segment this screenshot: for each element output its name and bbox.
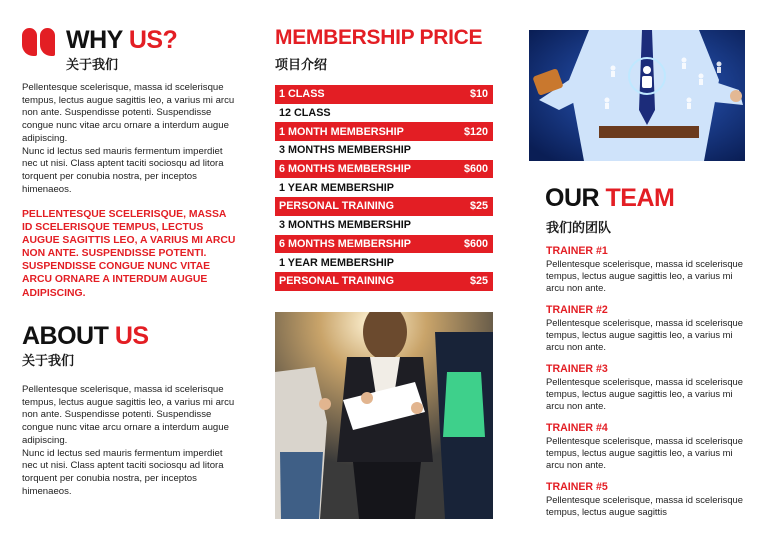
business-meeting-photo — [275, 312, 493, 519]
trainer-name: TRAINER #3 — [546, 363, 608, 375]
price-row — [275, 104, 493, 123]
price-row — [275, 272, 493, 291]
trainer-description: Pellentesque scelerisque, massa id scelerisque tempus, lectus augue sagittis leo, a varius mi arcu non ante. — [546, 376, 743, 411]
trainer-item — [546, 245, 746, 304]
price-row — [275, 85, 493, 104]
why-us-subtitle: 关于我们 — [66, 58, 119, 73]
trainer-name: TRAINER #4 — [546, 422, 608, 434]
membership-section — [275, 26, 493, 288]
trainer-name: TRAINER #2 — [546, 304, 608, 316]
price-row — [275, 141, 493, 160]
price-row — [275, 178, 493, 197]
price-row-price: $25 — [469, 200, 488, 213]
price-row-price: $600 — [463, 163, 488, 176]
about-us-paragraph: Pellentesque scelerisque, massa id scelerisque tempus, lectus augue sagittis leo, a varius mi arcu non ante. Suspendisse potenti. Suspendisse congue nunc vitae arcu ornare a interdum augue adipiscing. Nunc id lectus sed mauris fermentum imperdiet nec ut nisi. Class aptent taciti sociosqu ad litora torquent per conubia nostra, per inceptos himenaeos. — [22, 384, 235, 497]
about-us-title: ABOUT US — [22, 322, 149, 350]
trainer-list — [546, 245, 746, 540]
about-us-subtitle: 关于我们 — [22, 354, 75, 369]
price-row — [275, 122, 493, 141]
price-row-label: 6 MONTHS MEMBERSHIP — [279, 237, 411, 250]
price-row-label: PERSONAL TRAINING — [279, 275, 394, 288]
trainer-description: Pellentesque scelerisque, massa id scelerisque tempus, lectus augue sagittis leo, a varius mi arcu non ante. — [546, 435, 743, 470]
price-row-label: 12 CLASS — [279, 107, 331, 120]
trainer-description: Pellentesque scelerisque, massa id scelerisque tempus, lectus augue sagittis leo, a varius mi arcu non ante. — [546, 258, 743, 293]
price-row — [275, 160, 493, 179]
price-list — [275, 85, 493, 291]
price-row-label: 1 CLASS — [279, 88, 325, 101]
why-us-title: WHY US? — [66, 26, 178, 54]
price-row-label: 3 MONTHS MEMBERSHIP — [279, 144, 411, 157]
price-row-price: $120 — [463, 125, 488, 138]
why-us-highlight: PELLENTESQUE SCELERISQUE, MASSA ID SCELERISQUE TEMPUS, LECTUS AUGUE SAGITTIS LEO, A VARIUS MI ARCU NON ANTE. SUSPENDISSE POTENTI. SUSPENDISSE CONGUE NUNC VITAE ARCU ORNARE A INTERDUM AUGUE ADIPISCING. — [22, 209, 236, 299]
trainer-name: TRAINER #1 — [546, 245, 608, 257]
quote-mark-icon — [22, 28, 58, 60]
our-team-title: OUR TEAM — [545, 184, 675, 212]
price-row — [275, 235, 493, 254]
price-row-price: $10 — [469, 88, 488, 101]
price-row-label: 6 MONTHS MEMBERSHIP — [279, 163, 411, 176]
price-row-label: 1 YEAR MEMBERSHIP — [279, 256, 394, 269]
membership-title: MEMBERSHIP PRICE — [275, 26, 483, 49]
membership-subtitle: 项目介绍 — [275, 58, 328, 73]
price-row-label: 1 MONTH MEMBERSHIP — [279, 125, 404, 138]
trainer-item — [546, 304, 746, 363]
trainer-item — [546, 363, 746, 422]
price-row-label: PERSONAL TRAINING — [279, 200, 394, 213]
trainer-item — [546, 481, 746, 540]
trainer-name: TRAINER #5 — [546, 481, 608, 493]
businessman-illustration — [529, 30, 745, 161]
price-row — [275, 216, 493, 235]
businessman-photo — [529, 30, 745, 161]
price-row — [275, 197, 493, 216]
price-row-price: $25 — [469, 275, 488, 288]
price-row-label: 3 MONTHS MEMBERSHIP — [279, 219, 411, 232]
meeting-illustration — [275, 312, 493, 519]
trainer-description: Pellentesque scelerisque, massa id scelerisque tempus, lectus augue sagittis — [546, 494, 743, 517]
why-us-paragraph: Pellentesque scelerisque, massa id scelerisque tempus, lectus augue sagittis leo, a varius mi arcu non ante. Suspendisse potenti. Suspendisse congue nunc vitae arcu ornare a interdum augue adipiscing. Nunc id lectus sed mauris fermentum imperdiet nec ut nisi. Class aptent taciti sociosqu ad litora torquent per conubia nostra, per inceptos himenaeos. — [22, 82, 235, 195]
price-row-price: $600 — [463, 237, 488, 250]
price-row — [275, 253, 493, 272]
trainer-description: Pellentesque scelerisque, massa id scelerisque tempus, lectus augue sagittis leo, a varius mi arcu non ante. — [546, 317, 743, 352]
trainer-item — [546, 422, 746, 481]
price-row-label: 1 YEAR MEMBERSHIP — [279, 181, 394, 194]
our-team-subtitle: 我们的团队 — [546, 221, 612, 236]
